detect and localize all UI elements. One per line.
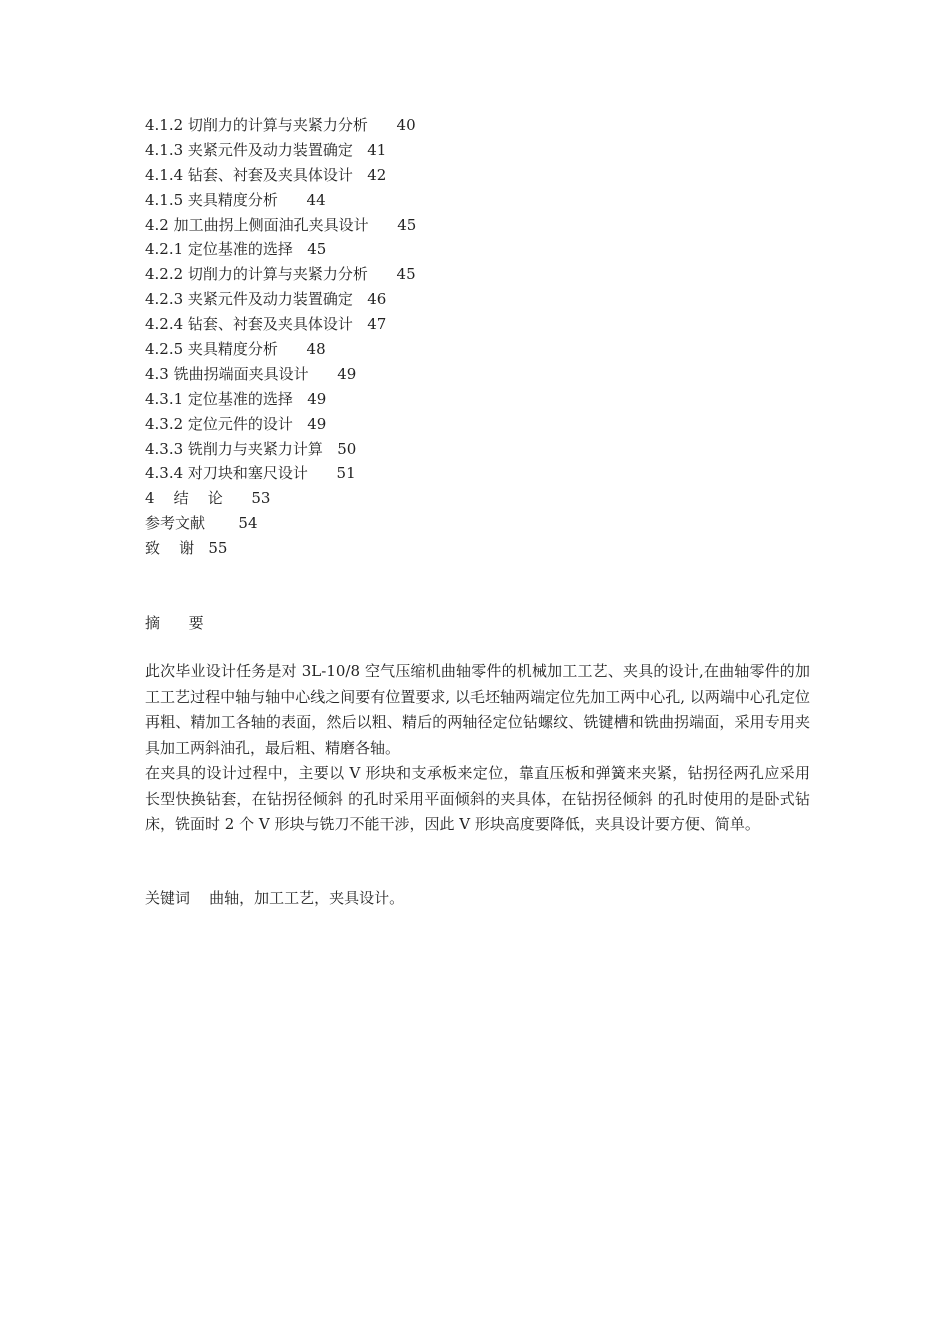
toc-entry-page: 45 — [397, 215, 417, 234]
toc-gap — [309, 365, 338, 383]
toc-entry-title: 4.2.4 钻套、衬套及夹具体设计 — [145, 315, 353, 334]
toc-entry-title: 4.1.4 钻套、衬套及夹具体设计 — [145, 165, 353, 184]
document-page — [145, 113, 810, 910]
toc-gap — [278, 191, 307, 209]
keywords-line — [145, 886, 810, 910]
toc-entry[interactable] — [145, 262, 810, 287]
toc-entry-page: 49 — [337, 364, 357, 383]
toc-entry-title: 4.3.1 定位基准的选择 — [145, 389, 293, 408]
toc-entry-title: 4.3.3 铣削力与夹紧力计算 — [145, 439, 323, 458]
toc-entry[interactable] — [145, 113, 810, 138]
toc-entry-page: 49 — [307, 414, 327, 433]
toc-gap — [223, 489, 252, 507]
abstract-paragraph: 在夹具的设计过程中，主要以 V 形块和支承板来定位，靠直压板和弹簧来夹紧，钻拐径两孔应采用长型快换钻套，在钻拐径倾斜 的孔时采用平面倾斜的夹具体，在钻拐径倾斜 的孔时使用的是卧式钻床，铣面时 2 个 V 形块与铣刀不能干涉，因此 V 形块高度要降低，夹具设计要方便、简单。 — [145, 764, 810, 834]
toc-gap — [205, 514, 238, 532]
toc-entry-title: 4.2 加工曲拐上侧面油孔夹具设计 — [145, 215, 369, 234]
toc-entry-title: 致 谢 — [145, 539, 195, 558]
toc-entry-page: 47 — [367, 315, 387, 334]
toc-entry-page: 55 — [208, 539, 228, 558]
toc-gap — [278, 340, 307, 358]
toc-gap — [293, 415, 307, 433]
toc-entry[interactable] — [145, 486, 810, 511]
toc-gap — [293, 240, 307, 258]
toc-entry-title: 4 结 论 — [145, 489, 223, 508]
toc-entry[interactable] — [145, 437, 810, 462]
toc-entry[interactable] — [145, 461, 810, 486]
toc-entry[interactable] — [145, 287, 810, 312]
toc-entry-page: 54 — [238, 514, 258, 533]
toc-gap — [353, 290, 367, 308]
toc-entry-page: 48 — [306, 340, 326, 359]
toc-gap — [353, 315, 367, 333]
toc-gap — [323, 440, 337, 458]
toc-gap — [353, 166, 367, 184]
abstract-paragraph: 此次毕业设计任务是对 3L-10/8 空气压缩机曲轴零件的机械加工工艺、夹具的设计,在曲轴零件的加工工艺过程中轴与轴中心线之间要有位置要求, 以毛坯轴两端定位先加工两中心孔, 以两端中心孔定位再粗、精加工各轴的表面，然后以粗、精后的两轴径定位钻螺纹、铣键槽和铣曲拐端面，采用专用夹具加工两斜油孔，最后粗、精磨各轴。 — [145, 662, 810, 757]
keywords-value: 曲轴，加工工艺，夹具设计。 — [209, 888, 405, 907]
toc-entry-title: 4.2.1 定位基准的选择 — [145, 240, 293, 259]
toc-gap — [369, 216, 398, 234]
toc-gap — [194, 539, 208, 557]
toc-entry-page: 42 — [367, 165, 387, 184]
toc-entry[interactable] — [145, 188, 810, 213]
toc-entry-page: 45 — [396, 265, 416, 284]
toc-entry-title: 4.3.4 对刀块和塞尺设计 — [145, 464, 308, 483]
toc-entry-page: 53 — [251, 489, 271, 508]
toc-entry-page: 45 — [307, 240, 327, 259]
toc-entry-title: 参考文献 — [145, 514, 206, 533]
toc-entry[interactable] — [145, 213, 810, 238]
toc-entry[interactable] — [145, 511, 810, 536]
toc-entry-title: 4.2.5 夹具精度分析 — [145, 340, 278, 359]
toc-entry-page: 46 — [367, 290, 387, 309]
toc-entry-title: 4.3.2 定位元件的设计 — [145, 414, 293, 433]
toc-gap — [353, 141, 367, 159]
keywords-label: 关键词 — [145, 888, 191, 907]
toc-entry-title: 4.2.3 夹紧元件及动力装置确定 — [145, 290, 353, 309]
abstract-heading: 摘 要 — [145, 614, 204, 633]
toc-entry-title: 4.1.3 夹紧元件及动力装置确定 — [145, 140, 353, 159]
toc-entry-title: 4.1.5 夹具精度分析 — [145, 190, 278, 209]
toc-entry[interactable] — [145, 387, 810, 412]
toc-entry-page: 50 — [337, 439, 357, 458]
toc-gap — [293, 390, 307, 408]
toc-entry[interactable] — [145, 536, 810, 561]
toc-entry[interactable] — [145, 237, 810, 262]
toc-gap — [368, 265, 397, 283]
toc-entry-title: 4.1.2 切削力的计算与夹紧力分析 — [145, 116, 368, 134]
keywords-gap — [190, 889, 209, 907]
toc-entry-page: 44 — [306, 190, 326, 209]
toc-gap — [308, 464, 337, 482]
toc-entry[interactable] — [145, 163, 810, 188]
toc-entry[interactable] — [145, 337, 810, 362]
abstract-body — [145, 659, 810, 838]
toc-entry[interactable] — [145, 312, 810, 337]
toc-entry-title: 4.2.2 切削力的计算与夹紧力分析 — [145, 265, 368, 284]
toc-entry-page: 40 — [396, 116, 416, 134]
toc-entry[interactable] — [145, 412, 810, 437]
toc-entry-page: 49 — [307, 389, 327, 408]
toc-entry-page: 41 — [367, 140, 387, 159]
toc-entry-page: 51 — [336, 464, 356, 483]
toc-entry[interactable] — [145, 362, 810, 387]
toc-entry[interactable] — [145, 138, 810, 163]
toc-gap — [368, 116, 397, 134]
table-of-contents — [145, 113, 810, 561]
toc-entry-title: 4.3 铣曲拐端面夹具设计 — [145, 364, 309, 383]
